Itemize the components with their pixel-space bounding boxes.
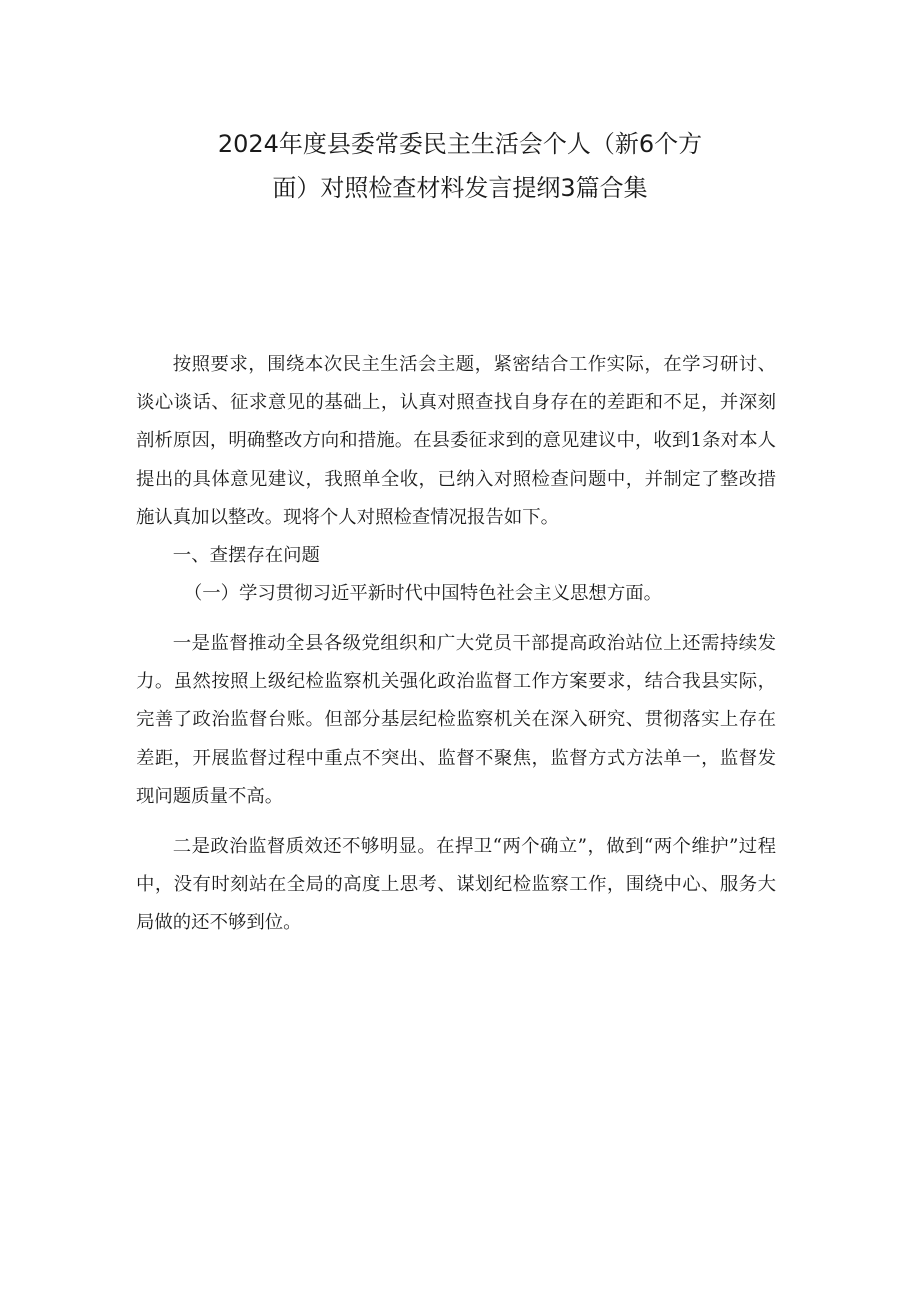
document-body <box>136 346 776 943</box>
subsection-heading-1: （一）学习贯彻习近平新时代中国特色社会主义思想方面。 <box>183 583 662 605</box>
document-title-line-1: 2024年度县委常委民主生活会个人（新6个方 <box>217 130 703 158</box>
point-paragraph-1: 一是监督推动全县各级党组织和广大党员干部提高政治站位上还需持续发力。虽然按照上级纪检监察机关强化政治监督工作方案要求，结合我县实际，完善了政治监督台账。但部分基层纪检监察机关在深入研究、贯彻落实上存在差距，开展监督过程中重点不突出、监督不聚焦，监督方式方法单一，监督发现问题质量不高。 <box>136 633 776 807</box>
intro-paragraph: 按照要求，围绕本次民主生活会主题，紧密结合工作实际，在学习研讨、谈心谈话、征求意见的基础上，认真对照查找自身存在的差距和不足，并深刻剖析原因，明确整改方向和措施。在县委征求到的意见建议中，收到1条对本人提出的具体意见建议，我照单全收，已纳入对照检查问题中，并制定了整改措施认真加以整改。现将个人对照检查情况报告如下。 <box>136 354 776 528</box>
point-paragraph-2: 二是政治监督质效还不够明显。在捍卫“两个确立”，做到“两个维护”过程中，没有时刻站在全局的高度上思考、谋划纪检监察工作，围绕中心、服务大局做的还不够到位。 <box>136 836 776 934</box>
document-title <box>130 122 790 210</box>
document-title-line-2: 面）对照检查材料发言提纲3篇合集 <box>272 174 648 202</box>
section-heading-1: 一、查摆存在问题 <box>172 545 320 567</box>
